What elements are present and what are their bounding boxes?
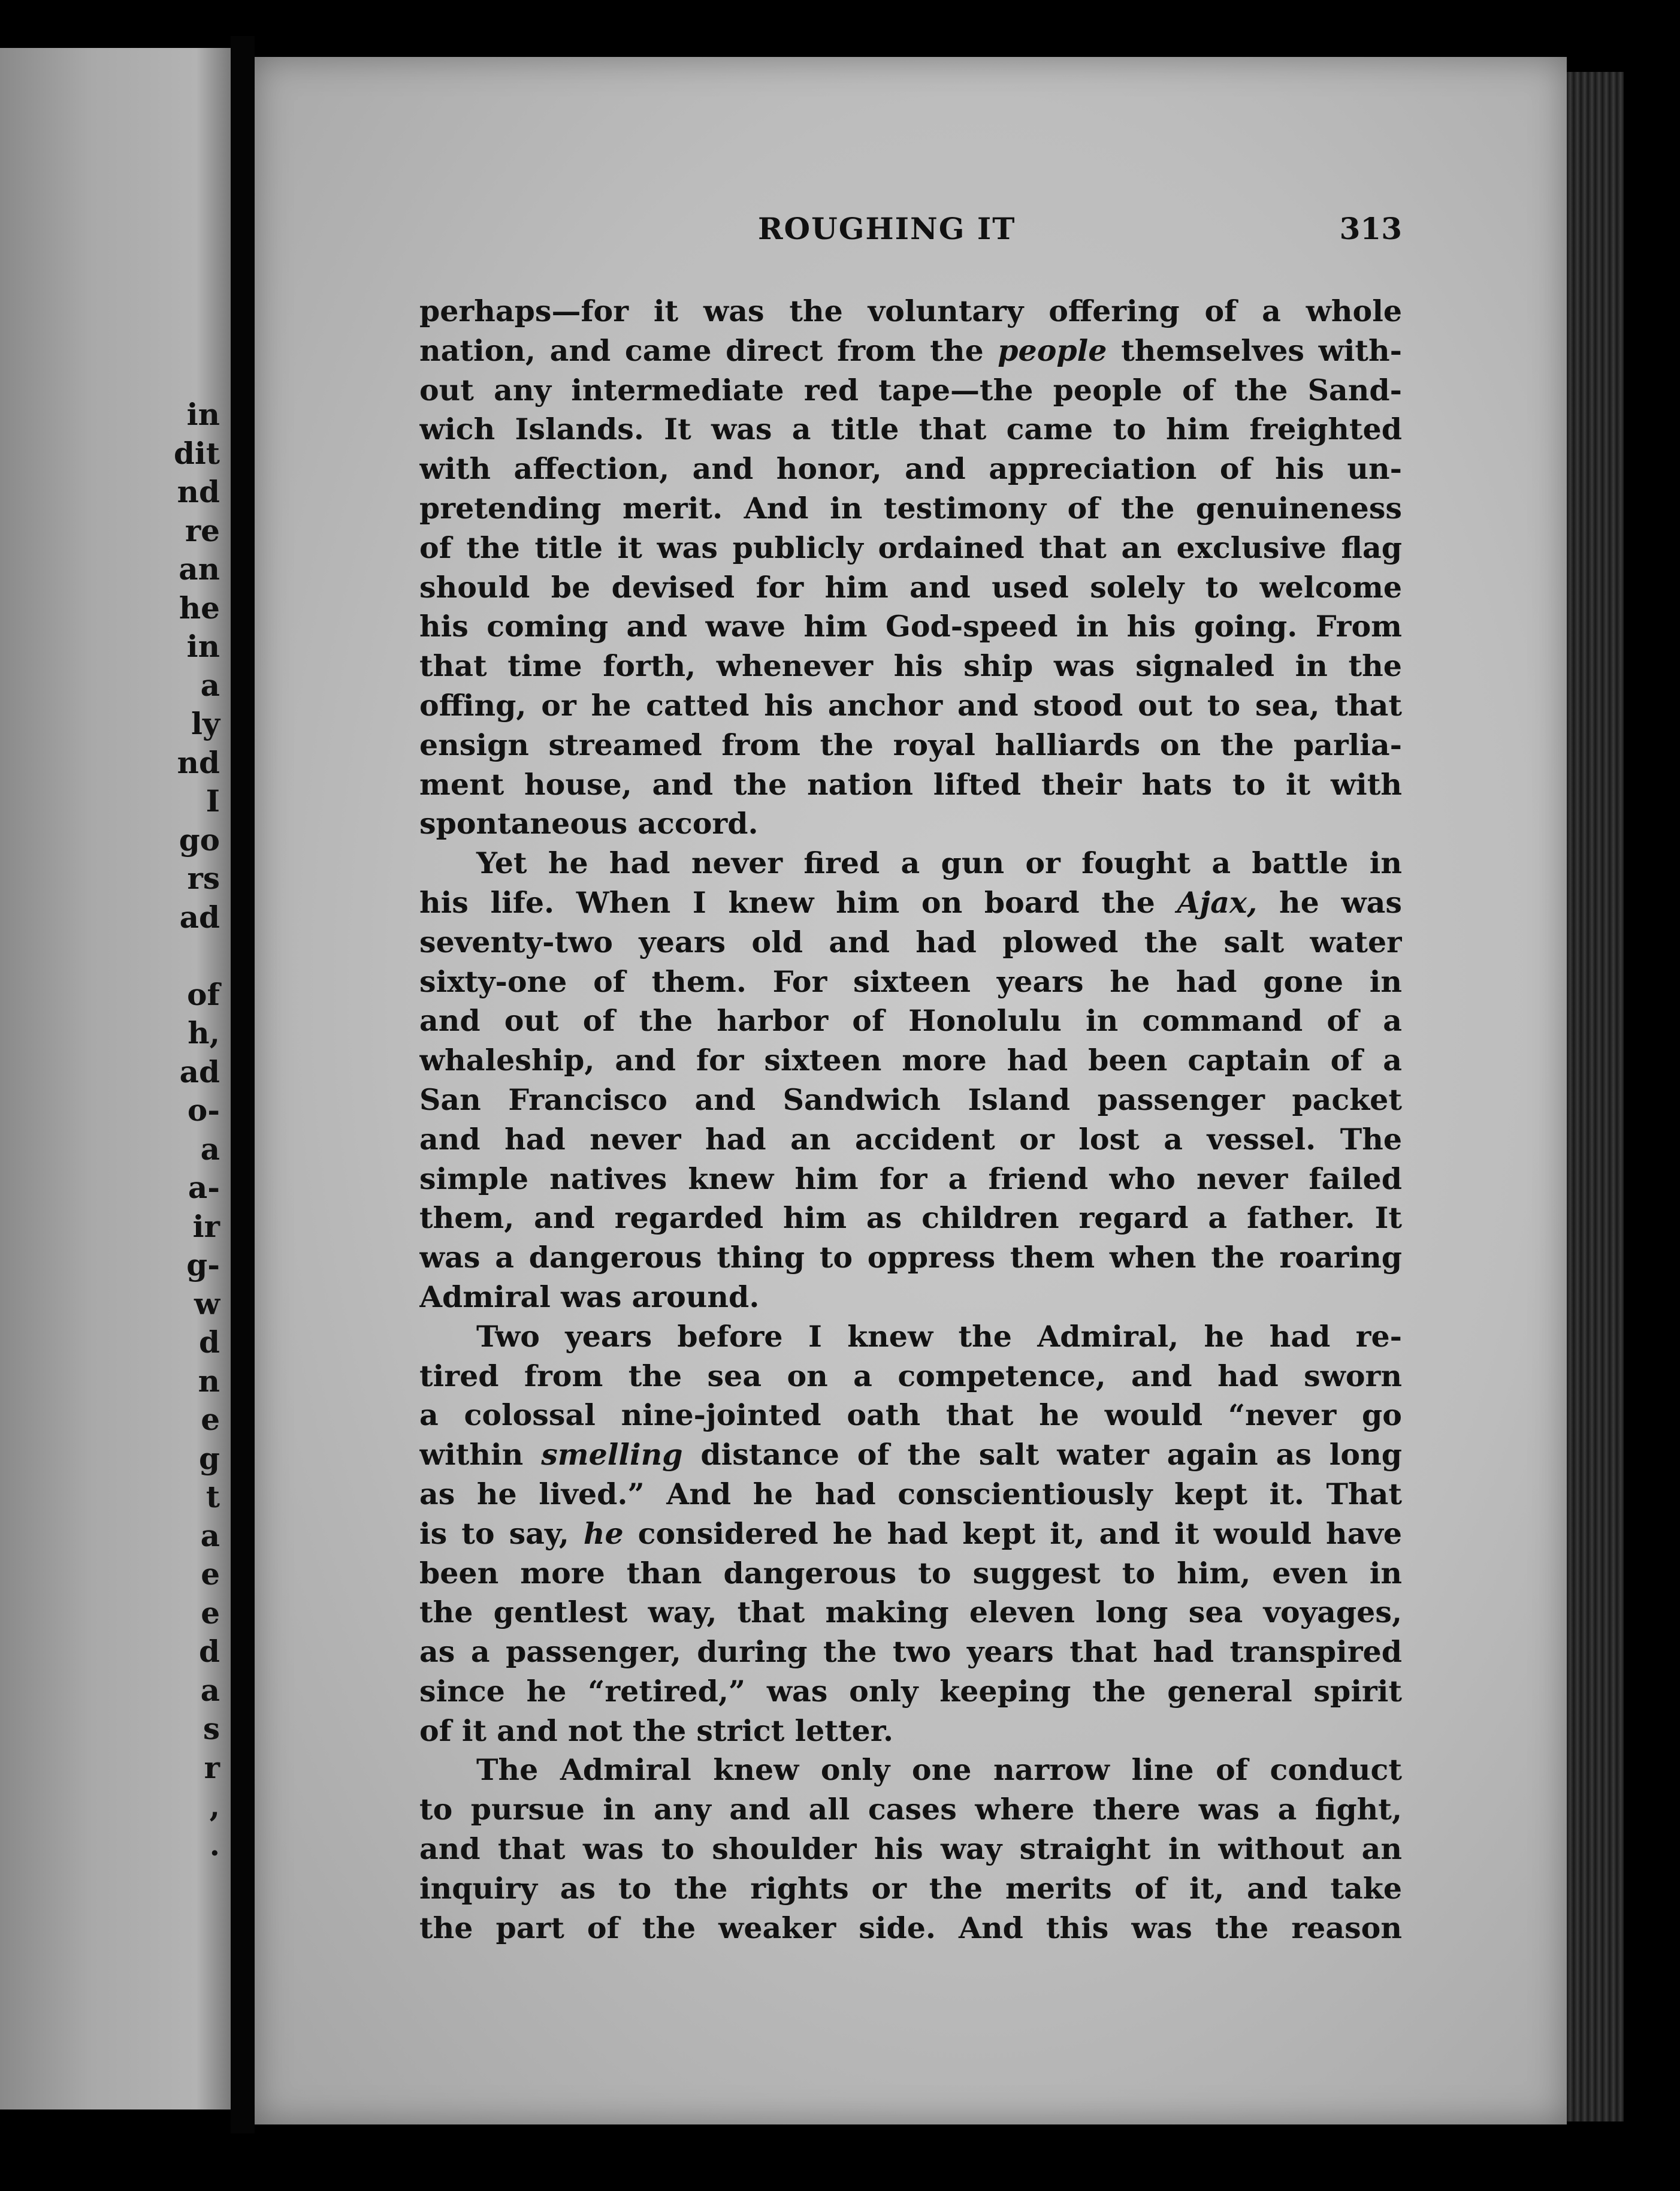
facing-page-fragment: g- bbox=[186, 1247, 220, 1282]
facing-page-fragment: a bbox=[200, 1672, 220, 1708]
facing-page-fragment: t bbox=[206, 1479, 220, 1514]
text-line: that time forth, whenever his ship was signaled in the bbox=[419, 648, 1402, 684]
facing-page-fragment: , bbox=[209, 1788, 220, 1824]
text-line: and out of the harbor of Honolulu in command of a bbox=[419, 1003, 1402, 1039]
facing-page-fragment: a- bbox=[188, 1170, 220, 1205]
facing-page-fragment: a bbox=[200, 667, 220, 703]
running-title: ROUGHING IT bbox=[758, 211, 1016, 246]
text-line: is to say, he considered he had kept it, and it would have bbox=[419, 1516, 1402, 1551]
body-text bbox=[419, 292, 1402, 1948]
facing-page-fragment: n bbox=[198, 1363, 220, 1399]
facing-page-fragment: he bbox=[179, 590, 220, 626]
facing-page-fragment: go bbox=[179, 822, 220, 858]
facing-page-fragment: d bbox=[199, 1324, 220, 1360]
text-line: since he “retired,” was only keeping the general spirit bbox=[419, 1673, 1402, 1709]
text-line: sixty-one of them. For sixteen years he had gone in bbox=[419, 964, 1402, 999]
facing-page-fragment: ir bbox=[192, 1208, 220, 1244]
text-line: perhaps—for it was the voluntary offering of a whole bbox=[419, 294, 1402, 328]
text-line: wich Islands. It was a title that came to him freighted bbox=[419, 412, 1402, 447]
text-line: his coming and wave him God-speed in his going. From bbox=[419, 609, 1402, 644]
text-line: with affection, and honor, and appreciation of his un- bbox=[419, 451, 1402, 487]
facing-page-fragment: a bbox=[200, 1131, 220, 1167]
text-line: ensign streamed from the royal halliards on the parlia- bbox=[419, 727, 1402, 762]
page-number: 313 bbox=[1339, 211, 1402, 246]
text-line: as he lived.” And he had conscientiously kept it. That bbox=[419, 1476, 1402, 1511]
facing-page-fragment: . bbox=[209, 1827, 220, 1863]
text-line: Yet he had never fired a gun or fought a battle in bbox=[476, 846, 1402, 881]
facing-page-fragment: w bbox=[194, 1285, 220, 1321]
facing-page-text bbox=[174, 396, 220, 1864]
text-line: the part of the weaker side. And this was the reason bbox=[419, 1910, 1402, 1945]
page-edges bbox=[1567, 72, 1624, 2121]
text-line: out any intermediate red tape—the people of the Sand- bbox=[419, 372, 1402, 408]
text-line: nation, and came direct from the people themselves with- bbox=[419, 333, 1402, 368]
facing-page-fragment: of bbox=[187, 976, 220, 1012]
facing-page-fragment: a bbox=[200, 1517, 220, 1553]
facing-page-fragment: rs bbox=[187, 861, 220, 896]
text-line: inquiry as to the rights or the merits of it, and take bbox=[419, 1870, 1402, 1906]
text-line: simple natives knew him for a friend who never failed bbox=[419, 1161, 1402, 1196]
text-line: offing, or he catted his anchor and stood out to sea, that bbox=[419, 687, 1402, 723]
facing-page-fragment: nd bbox=[177, 474, 220, 509]
running-head bbox=[419, 211, 1402, 259]
facing-page-fragment: r bbox=[204, 1749, 220, 1785]
text-line: whaleship, and for sixteen more had been captain of a bbox=[419, 1043, 1402, 1078]
text-line: them, and regarded him as children regard a father. It bbox=[419, 1200, 1402, 1236]
text-line: was a dangerous thing to oppress them when the roaring bbox=[419, 1240, 1402, 1275]
text-line: within smelling distance of the salt water again as long bbox=[419, 1437, 1402, 1472]
text-line: of it and not the strict letter. bbox=[419, 1713, 894, 1748]
facing-page-fragment: an bbox=[179, 551, 220, 587]
text-line: Admiral was around. bbox=[419, 1279, 760, 1314]
facing-page-fragment: e bbox=[201, 1556, 220, 1592]
text-line: The Admiral knew only one narrow line of conduct bbox=[476, 1752, 1402, 1788]
book-gutter bbox=[231, 36, 255, 2133]
facing-page-fragment: h, bbox=[188, 1015, 220, 1051]
text-line: his life. When I knew him on board the Ajax, he was bbox=[419, 885, 1402, 920]
text-line: to pursue in any and all cases where there was a fight, bbox=[419, 1792, 1402, 1827]
text-line: and that was to shoulder his way straight in without an bbox=[419, 1831, 1402, 1867]
facing-page-fragment: o- bbox=[187, 1093, 220, 1128]
facing-page-fragment: I bbox=[206, 783, 220, 819]
facing-page-fragment: re bbox=[185, 512, 220, 548]
text-line: seventy-two years old and had plowed the salt water bbox=[419, 924, 1402, 959]
text-line: as a passenger, during the two years that had transpired bbox=[419, 1634, 1402, 1670]
text-line: of the title it was publicly ordained that an exclusive flag bbox=[419, 530, 1402, 565]
facing-page-fragment bbox=[174, 937, 220, 976]
text-line: and had never had an accident or lost a vessel. The bbox=[419, 1121, 1402, 1157]
text-line: a colossal nine-jointed oath that he would “never go bbox=[419, 1398, 1402, 1433]
text-line: tired from the sea on a competence, and had sworn bbox=[419, 1358, 1402, 1393]
facing-page-fragment: e bbox=[201, 1402, 220, 1437]
facing-page-fragment: ad bbox=[179, 899, 220, 935]
facing-page-fragment: g bbox=[199, 1440, 220, 1476]
text-line: the gentlest way, that making eleven long sea voyages, bbox=[419, 1595, 1402, 1630]
facing-page-fragment: s bbox=[203, 1711, 220, 1746]
facing-page-fragment: ad bbox=[179, 1054, 220, 1090]
text-line: ment house, and the nation lifted their hats to it with bbox=[419, 766, 1402, 802]
text-line: Two years before I knew the Admiral, he had re- bbox=[476, 1318, 1402, 1354]
text-line: should be devised for him and used solely to welcome bbox=[419, 569, 1402, 605]
facing-page-fragment: in bbox=[186, 629, 220, 664]
facing-page bbox=[0, 48, 231, 2109]
facing-page-fragment: e bbox=[201, 1595, 220, 1631]
facing-page-fragment: ly bbox=[191, 706, 220, 741]
text-line: spontaneous accord. bbox=[419, 806, 759, 841]
facing-page-fragment: dit bbox=[173, 435, 220, 471]
text-line: San Francisco and Sandwich Island passenger packet bbox=[419, 1082, 1402, 1117]
facing-page-fragment: d bbox=[199, 1634, 220, 1669]
facing-page-fragment: in bbox=[186, 397, 220, 432]
facing-page-fragment: nd bbox=[177, 744, 220, 780]
text-line: been more than dangerous to suggest to him, even in bbox=[419, 1555, 1402, 1591]
text-line: pretending merit. And in testimony of the genuineness bbox=[419, 490, 1402, 526]
